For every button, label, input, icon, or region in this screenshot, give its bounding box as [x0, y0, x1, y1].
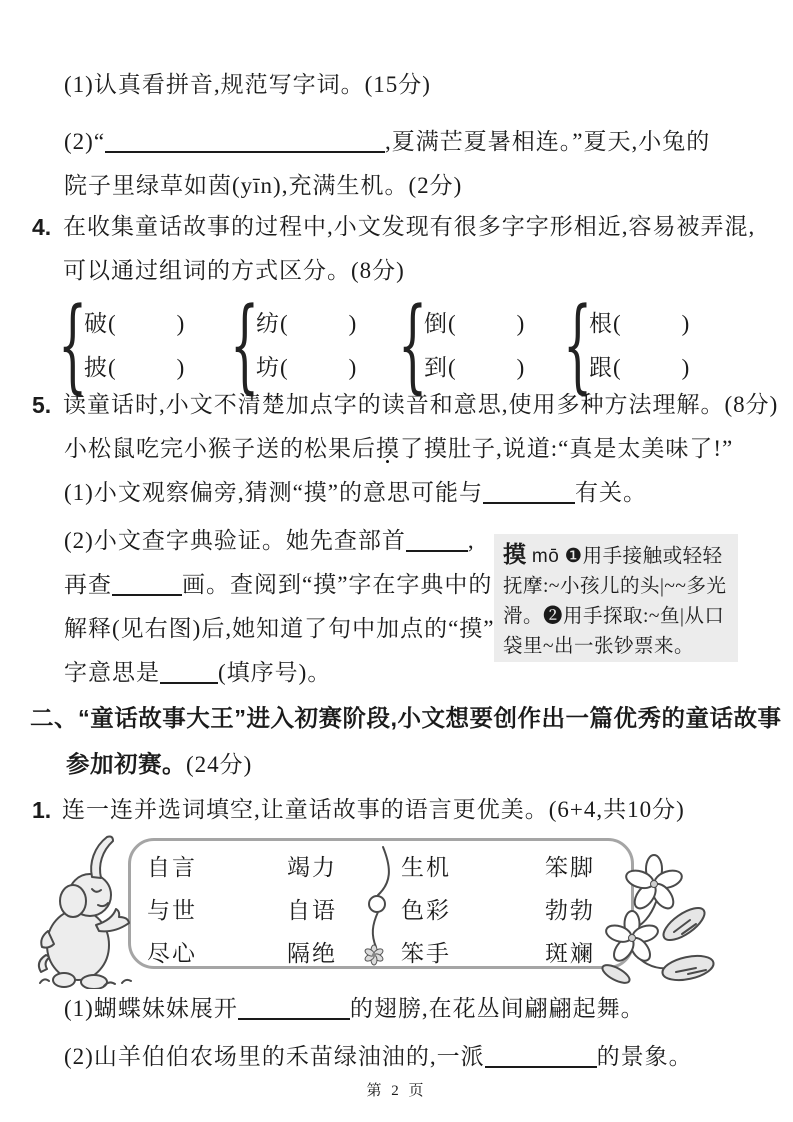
dictionary-card [494, 534, 738, 662]
word-item[interactable]: 笨脚 [545, 855, 595, 880]
vine-divider-icon [359, 845, 395, 967]
q3-item2-suffix: ,夏满芒夏暑相连。”夏天,小兔的 [385, 129, 711, 154]
group-char: 纺 [256, 311, 280, 336]
word-item[interactable]: 色彩 [401, 898, 451, 923]
word-item[interactable]: 自言 [147, 855, 197, 880]
q3-item2-line2-text: 院子里绿草如茵(yīn),充满生机。(2分) [64, 173, 463, 198]
paren-open: ( [108, 311, 117, 336]
word-item[interactable]: 笨手 [401, 941, 451, 966]
q5-sub1-prefix: (1)小文观察偏旁,猜测“摸”的意思可能与 [64, 480, 483, 505]
group-char: 披 [84, 355, 108, 380]
word-column-2 [287, 846, 337, 975]
dict-headword: 摸 [503, 541, 527, 567]
q5-sub2-line4 [64, 658, 331, 688]
group-char: 到 [424, 355, 448, 380]
word-item[interactable]: 勃勃 [545, 898, 595, 923]
q5-sub2-l1-prefix: (2)小文查字典验证。她先查部首 [64, 528, 406, 553]
paren-open: ( [448, 311, 457, 336]
word-item[interactable]: 隔绝 [287, 941, 337, 966]
q2-1-text: 连一连并选词填空,让童话故事的语言更优美。(6+4,共10分) [62, 797, 685, 822]
q3-item1 [64, 70, 431, 100]
paren-close: ) [516, 311, 526, 336]
word-item[interactable]: 竭力 [287, 855, 337, 880]
group-char: 倒 [424, 311, 448, 336]
q3-item2-prefix: (2)“ [64, 129, 106, 154]
q5-sub2-l1-suffix: , [467, 528, 475, 553]
paren-open: ( [613, 311, 622, 336]
word-column-3 [401, 846, 451, 975]
dict-definition: ❶用手接触或轻轻抚摩:~小孩儿的头|~~多光滑。❷用手探取:~鱼|从口袋里~出一张钞票来。 [503, 546, 727, 657]
answer-blank[interactable] [160, 659, 218, 684]
q3-item2-line2 [64, 171, 462, 201]
word-match-box [128, 838, 634, 969]
flower-illustration [596, 850, 728, 994]
word-item[interactable]: 斑斓 [545, 941, 595, 966]
word-item[interactable]: 与世 [147, 898, 197, 923]
q5-sub2-l2-prefix: 再查 [64, 572, 112, 597]
q5-sub2-l2-suffix: 画。查阅到“摸”字在字典中的 [182, 572, 493, 597]
group-char: 根 [589, 311, 613, 336]
paren-close: ) [516, 355, 526, 380]
word-column-1 [147, 846, 197, 975]
page-number: 第 2 页 [366, 1083, 427, 1099]
paren-close: ) [348, 355, 358, 380]
group-brace-icon: { [563, 286, 593, 405]
section2-line2-score: (24分) [186, 752, 253, 777]
q5-sub2-line3: 解释(见右图)后,她知道了句中加点的“摸” [64, 616, 495, 641]
fill1-suffix: 的翅膀,在花丛间翩翩起舞。 [349, 996, 645, 1021]
sentence-post: 了摸肚子,说道:“真是太美味了!” [400, 436, 734, 461]
q5-sentence [64, 434, 733, 464]
q5-sub2-l4-prefix: 字意思是 [64, 660, 160, 685]
dotted-char: 摸 [376, 436, 400, 461]
answer-blank[interactable] [485, 1043, 597, 1068]
paren-open: ( [108, 355, 117, 380]
group-char: 坊 [256, 355, 280, 380]
section2-heading-line1: 二、“童话故事大王”进入初赛阶段,小文想要创作出一篇优秀的童话故事 [30, 705, 782, 731]
paren-open: ( [280, 355, 289, 380]
q3-item1-text: (1)认真看拼音,规范写字词。(15分) [64, 72, 431, 97]
paren-open: ( [280, 311, 289, 336]
word-item[interactable]: 生机 [401, 855, 451, 880]
paren-open: ( [448, 355, 457, 380]
fill-line-1 [64, 994, 645, 1024]
dict-pinyin: mō [531, 546, 560, 567]
q4-group-3 [398, 286, 526, 405]
fill2-prefix: (2)山羊伯伯农场里的禾苗绿油油的,一派 [64, 1044, 485, 1069]
q4-line1: 在收集童话故事的过程中,小文发现有很多字字形相近,容易被弄混, [63, 214, 756, 239]
answer-blank[interactable] [483, 479, 575, 504]
answer-blank[interactable] [406, 527, 468, 552]
q3-item2-line1 [64, 127, 710, 157]
sentence-pre: 小松鼠吃完小猴子送的松果后 [64, 436, 376, 461]
q2-1-number: 1. [32, 797, 52, 823]
fill1-prefix: (1)蝴蝶妹妹展开 [64, 996, 238, 1021]
paren-open: ( [613, 355, 622, 380]
fill-line-2 [64, 1042, 693, 1072]
q4-group-2 [230, 286, 358, 405]
q4-group-4 [563, 286, 691, 405]
group-char: 跟 [589, 355, 613, 380]
group-brace-icon: { [398, 286, 428, 405]
q4-group-1 [58, 286, 186, 405]
word-item[interactable]: 自语 [287, 898, 337, 923]
paren-close: ) [681, 311, 691, 336]
section2-heading-line2 [66, 749, 252, 780]
paren-close: ) [176, 355, 186, 380]
q5-sub1-suffix: 有关。 [575, 480, 647, 505]
q5-line: 读童话时,小文不清楚加点字的读音和意思,使用多种方法理解。(8分) [63, 392, 779, 417]
paren-close: ) [681, 355, 691, 380]
word-column-4 [545, 846, 595, 975]
q5-number: 5. [32, 392, 52, 418]
group-brace-icon: { [230, 286, 260, 405]
group-char: 破 [84, 311, 108, 336]
word-item[interactable]: 尽心 [147, 941, 197, 966]
section2-line2-bold: 参加初赛。 [66, 751, 186, 777]
q5-sub2-line1 [64, 526, 475, 556]
paren-close: ) [176, 311, 186, 336]
answer-blank[interactable] [105, 128, 385, 153]
q4-line2: 可以通过组词的方式区分。(8分) [63, 258, 405, 283]
elephant-illustration [34, 833, 136, 989]
q5-sub2-line2 [64, 570, 492, 600]
answer-blank[interactable] [238, 995, 350, 1020]
q5-sub2-l4-suffix: (填序号)。 [218, 660, 332, 685]
group-brace-icon: { [58, 286, 88, 405]
fill2-suffix: 的景象。 [596, 1044, 693, 1069]
answer-blank[interactable] [112, 571, 182, 596]
q5-sub1 [64, 478, 647, 508]
q4-number: 4. [32, 214, 52, 240]
paren-close: ) [348, 311, 358, 336]
